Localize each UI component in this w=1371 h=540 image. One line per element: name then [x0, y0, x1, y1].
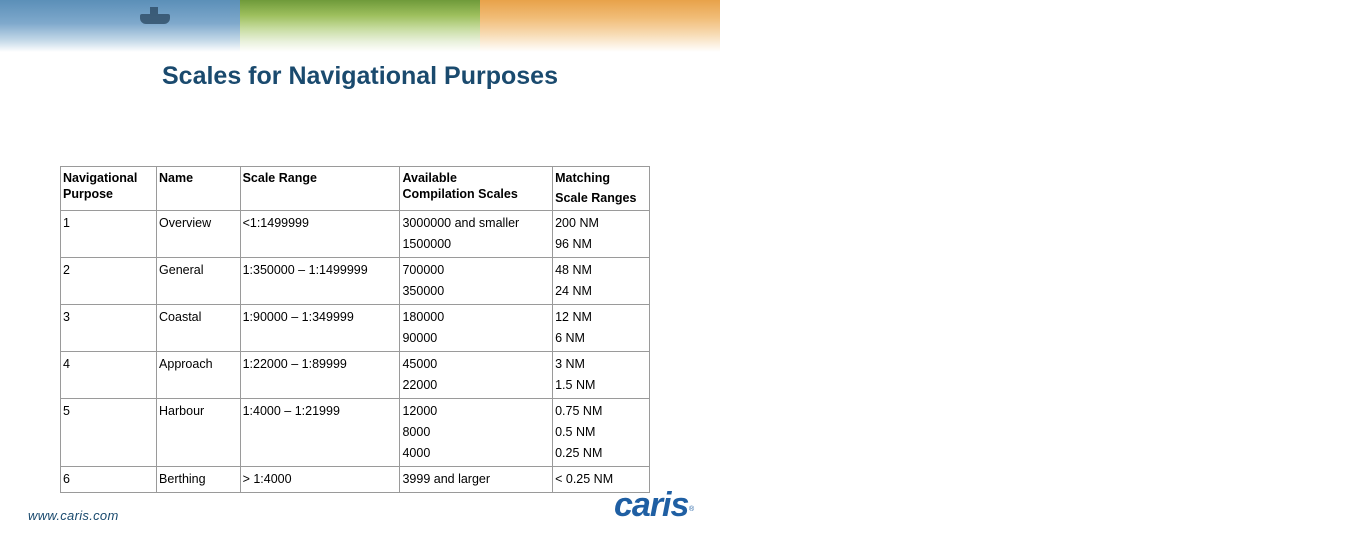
cell-scale-range: 1:4000 – 1:21999	[240, 399, 400, 467]
cell-compilation-scales: 180000 90000	[400, 305, 553, 352]
table-row	[61, 399, 650, 467]
cell-name: Berthing	[157, 467, 241, 493]
header-banner	[0, 0, 1371, 52]
header-scale-range: Scale Range	[240, 167, 400, 211]
cell-matching-ranges: 12 NM 6 NM	[553, 305, 650, 352]
cell-scale-range: > 1:4000	[240, 467, 400, 493]
footer-url: www.caris.com	[28, 508, 119, 523]
banner-sea-image	[0, 0, 240, 52]
ship-image	[140, 14, 170, 24]
banner-numbers-image	[480, 0, 1371, 52]
table-row	[61, 258, 650, 305]
header-navigational-purpose: Navigational Purpose	[61, 167, 157, 211]
cell-matching-ranges: 0.75 NM 0.5 NM 0.25 NM	[553, 399, 650, 467]
cell-compilation-scales: 700000 350000	[400, 258, 553, 305]
cell-purpose: 3	[61, 305, 157, 352]
banner-land-image	[240, 0, 480, 52]
cell-purpose: 2	[61, 258, 157, 305]
header-matching-scale-ranges: Matching Scale Ranges	[553, 167, 650, 211]
cell-scale-range: 1:22000 – 1:89999	[240, 352, 400, 399]
table-row	[61, 352, 650, 399]
cell-purpose: 6	[61, 467, 157, 493]
cell-compilation-scales: 3000000 and smaller 1500000	[400, 211, 553, 258]
cell-name: Harbour	[157, 399, 241, 467]
cell-compilation-scales: 12000 8000 4000	[400, 399, 553, 467]
cell-name: Overview	[157, 211, 241, 258]
cell-name: Coastal	[157, 305, 241, 352]
header-available-compilation-scales: Available Compilation Scales	[400, 167, 553, 211]
cell-purpose: 5	[61, 399, 157, 467]
logo-text: caris	[614, 486, 689, 524]
cell-scale-range: 1:350000 – 1:1499999	[240, 258, 400, 305]
table-header-row	[61, 167, 650, 211]
scales-table	[60, 166, 650, 493]
cell-scale-range: 1:90000 – 1:349999	[240, 305, 400, 352]
cell-matching-ranges: < 0.25 NM	[553, 467, 650, 493]
cell-purpose: 4	[61, 352, 157, 399]
cell-name: General	[157, 258, 241, 305]
cell-matching-ranges: 200 NM 96 NM	[553, 211, 650, 258]
page-title: Scales for Navigational Purposes	[162, 62, 558, 90]
header-name: Name	[157, 167, 241, 211]
caris-logo: caris ®	[614, 486, 695, 524]
table-row	[61, 467, 650, 493]
table-row	[61, 305, 650, 352]
cell-matching-ranges: 48 NM 24 NM	[553, 258, 650, 305]
cell-scale-range: <1:1499999	[240, 211, 400, 258]
cell-compilation-scales: 3999 and larger	[400, 467, 553, 493]
cell-compilation-scales: 45000 22000	[400, 352, 553, 399]
table-row	[61, 211, 650, 258]
banner-digits: 1 0 1 1 1 0 0 1 1 1 0 0	[965, 2, 1371, 32]
cell-name: Approach	[157, 352, 241, 399]
cell-purpose: 1	[61, 211, 157, 258]
cell-matching-ranges: 3 NM 1.5 NM	[553, 352, 650, 399]
